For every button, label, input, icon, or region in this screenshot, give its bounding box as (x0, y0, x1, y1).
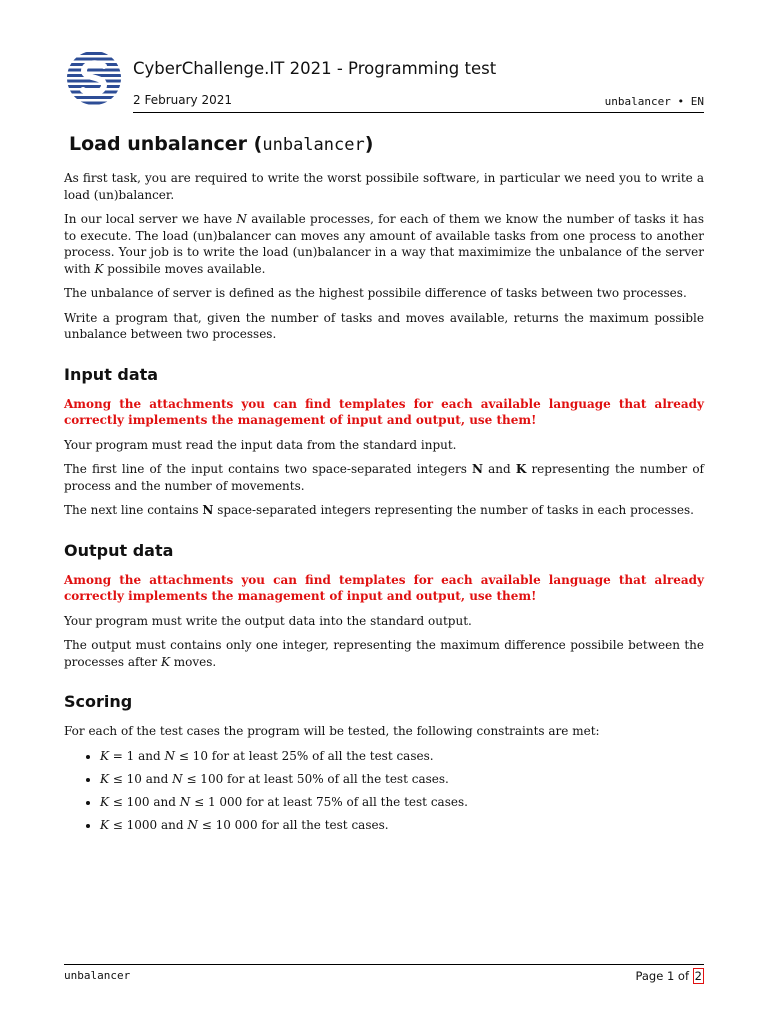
task-title (69, 133, 373, 155)
task-code: unbalancer (262, 135, 365, 155)
output-paragraph: The output must contains only one integer, representing the maximum difference possibile between the processes after K moves. (64, 638, 704, 669)
template-note: Among the attachments you can find templates for each available language that already correctly implements the management of input and output, use them! (64, 572, 704, 603)
input-paragraph: Your program must read the input data from the standard input. (64, 437, 457, 452)
scoring-heading: Scoring (64, 692, 133, 711)
scoring-item: • K ≤ 100 and N ≤ 1 000 for at least 75% of all the test cases. (100, 794, 704, 810)
input-heading: Input data (64, 364, 159, 384)
scoring-list (64, 748, 704, 833)
header-rule (133, 112, 704, 113)
document-date: 2 February 2021 (133, 93, 232, 107)
scoring-item: • K ≤ 10 and N ≤ 100 for at least 50% of all the test cases. (100, 771, 704, 787)
var-n: N (472, 462, 483, 476)
footer-rule (64, 964, 704, 965)
var-k: K (160, 654, 170, 669)
footer-task-code: unbalancer (64, 969, 131, 982)
cyberchallenge-logo (66, 50, 122, 106)
scoring-intro: For each of the test cases the program will be tested, the following constraints are met: (64, 724, 600, 738)
var-k: K (94, 261, 104, 276)
header-task-code: unbalancer (604, 95, 671, 108)
page-label: Page 1 of (635, 969, 693, 983)
var-n: N (202, 503, 214, 517)
output-heading: Output data (64, 540, 174, 560)
document-title: CyberChallenge.IT 2021 - Programming test (133, 59, 497, 78)
page-indicator (635, 969, 704, 983)
input-paragraph: The next line contains N space-separated integers representing the number of tasks in each processes. (64, 503, 694, 517)
header-task-lang (605, 95, 704, 108)
var-n: N (236, 212, 247, 226)
problem-statement (64, 170, 704, 840)
scoring-item: • K = 1 and N ≤ 10 for at least 25% of all the test cases. (100, 748, 704, 764)
scoring-item: • K ≤ 1000 and N ≤ 10 000 for all the test cases. (100, 817, 704, 833)
bullet: • (677, 95, 685, 108)
input-paragraph: The first line of the input contains two space-separated integers N and K representing the number of process and the number of movements. (64, 462, 704, 493)
output-paragraph: Your program must write the output data into the standard output. (64, 613, 472, 628)
task-title-text: Load unbalancer ( (69, 133, 263, 155)
intro-paragraph: The unbalance of server is defined as the highest possibile difference of tasks between two processes. (64, 286, 687, 300)
intro-paragraph: As first task, you are required to write the worst possibile software, in particular we need you to write a load (un)balancer. (64, 171, 704, 202)
intro-paragraph: Write a program that, given the number of tasks and moves available, returns the maximum possible unbalance between two processes. (64, 310, 704, 341)
var-k: K (515, 462, 527, 476)
task-title-close: ) (364, 133, 374, 155)
template-note: Among the attachments you can find templates for each available language that already correctly implements the management of input and output, use them! (64, 396, 704, 427)
intro-paragraph: In our local server we have N available processes, for each of them we know the number of tasks it has to execute. The load (un)balancer can moves any amount of available tasks from one process to another process. Your job is to write the load (un)balancer in a way that maximimize the unbalance of the server with K possibile moves available. (64, 212, 704, 276)
header-lang: EN (690, 95, 704, 108)
total-pages-link[interactable]: 2 (694, 969, 702, 983)
